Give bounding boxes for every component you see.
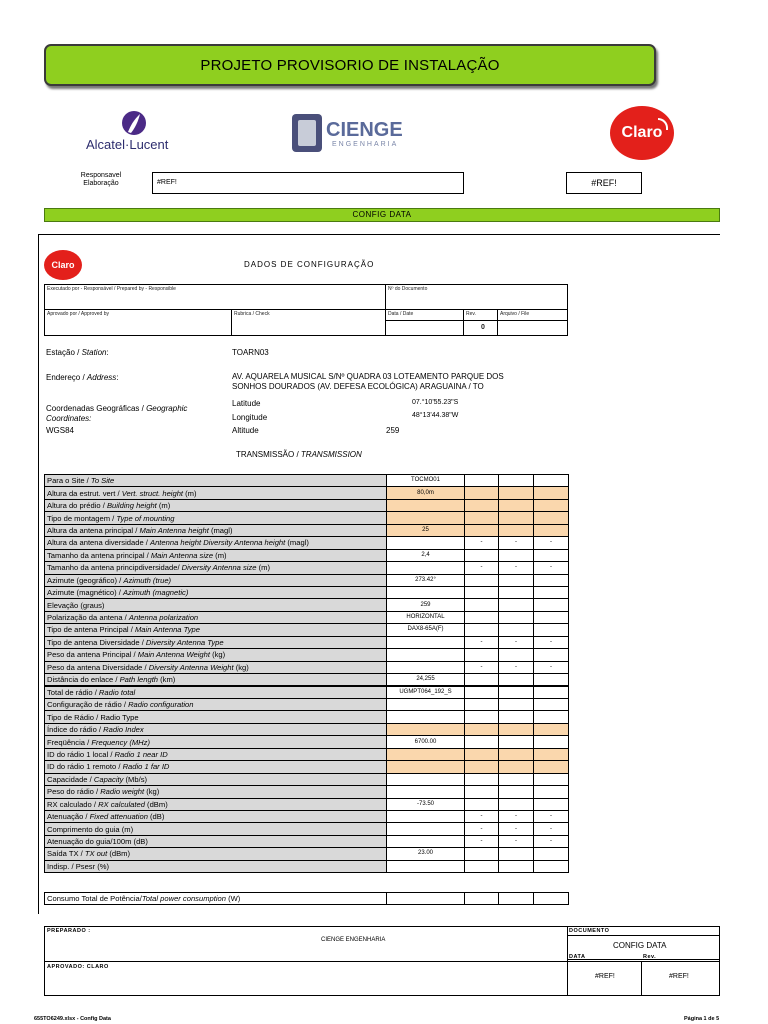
footer-divider bbox=[45, 961, 719, 962]
longitude-value: 48°13'44.38"W bbox=[412, 412, 459, 419]
table-row bbox=[45, 810, 569, 822]
row-value bbox=[387, 773, 465, 785]
row-extra-cell bbox=[499, 798, 534, 810]
footer-divider bbox=[641, 961, 642, 995]
document-info-table bbox=[44, 284, 568, 336]
row-value bbox=[387, 562, 465, 574]
latitude-value: 07.°10'55.23"S bbox=[412, 399, 459, 406]
row-extra-cell bbox=[534, 475, 569, 487]
power-label: Consumo Total de Potência/Total power consumption (W) bbox=[45, 893, 387, 905]
cienge-logo-subtext: ENGENHARIA bbox=[332, 141, 399, 148]
row-value bbox=[387, 748, 465, 760]
row-extra-cell bbox=[465, 475, 499, 487]
row-value: 2,4 bbox=[387, 549, 465, 561]
row-value: 23.00 bbox=[387, 848, 465, 860]
table-row bbox=[45, 761, 569, 773]
row-extra-cell bbox=[534, 574, 569, 586]
table-row bbox=[45, 611, 569, 623]
table-row bbox=[45, 860, 569, 872]
row-extra-cell bbox=[465, 723, 499, 735]
row-value bbox=[387, 761, 465, 773]
table-row bbox=[45, 736, 569, 748]
row-extra-cell bbox=[465, 574, 499, 586]
documento-label: DOCUMENTO bbox=[569, 928, 610, 934]
row-extra-cell bbox=[534, 499, 569, 511]
row-extra-cell bbox=[534, 773, 569, 785]
row-label: Comprimento do guia (m) bbox=[45, 823, 387, 835]
altitude-value: 259 bbox=[386, 426, 400, 435]
table-row bbox=[45, 748, 569, 760]
row-extra-cell: - bbox=[499, 835, 534, 847]
row-extra-cell bbox=[465, 487, 499, 499]
preparado-label: PREPARADO : bbox=[47, 928, 91, 934]
table-row bbox=[45, 636, 569, 648]
row-value bbox=[387, 711, 465, 723]
page-title: PROJETO PROVISORIO DE INSTALAÇÃO bbox=[44, 44, 656, 86]
row-extra-cell: - bbox=[465, 636, 499, 648]
row-extra-cell: - bbox=[499, 810, 534, 822]
responsavel-label: Responsavel Elaboração bbox=[80, 172, 122, 187]
row-label: Distância do enlace / Path length (km) bbox=[45, 674, 387, 687]
row-label: Capacidade / Capacity (Mb/s) bbox=[45, 773, 387, 785]
row-extra-cell bbox=[499, 736, 534, 748]
row-label: Tipo de antena Diversidade / Diversity Antenna Type bbox=[45, 636, 387, 648]
row-extra-cell bbox=[465, 649, 499, 661]
row-extra-cell bbox=[534, 512, 569, 524]
rev-value: 0 bbox=[481, 324, 485, 331]
table-row bbox=[45, 649, 569, 661]
row-extra-cell bbox=[534, 586, 569, 598]
row-extra-cell: - bbox=[499, 661, 534, 673]
table-row bbox=[45, 674, 569, 687]
row-extra-cell: - bbox=[465, 810, 499, 822]
row-extra-cell: - bbox=[534, 537, 569, 549]
alcatel-lucent-logo bbox=[86, 110, 196, 152]
row-extra-cell: - bbox=[534, 810, 569, 822]
row-label: Índice do rádio / Radio Index bbox=[45, 723, 387, 735]
table-row bbox=[45, 524, 569, 536]
row-extra-cell bbox=[534, 736, 569, 748]
preparado-value: CIENGE ENGENHARIA bbox=[321, 937, 386, 943]
row-extra-cell bbox=[534, 711, 569, 723]
row-extra-cell bbox=[499, 487, 534, 499]
row-extra-cell: - bbox=[534, 636, 569, 648]
row-value: 80,0m bbox=[387, 487, 465, 499]
row-value bbox=[387, 860, 465, 872]
row-extra-cell bbox=[499, 512, 534, 524]
row-label: Saída TX / TX out (dBm) bbox=[45, 848, 387, 860]
row-extra-cell bbox=[499, 524, 534, 536]
row-extra-cell bbox=[465, 512, 499, 524]
row-extra-cell bbox=[465, 848, 499, 860]
row-extra-cell: - bbox=[465, 823, 499, 835]
row-extra-cell bbox=[499, 624, 534, 636]
claro-logo bbox=[610, 106, 674, 160]
row-extra-cell bbox=[534, 761, 569, 773]
row-extra-cell bbox=[499, 786, 534, 798]
row-label: Tamanho da antena principdiversidade/ Diversity Antenna size (m) bbox=[45, 562, 387, 574]
section-bar: CONFIG DATA bbox=[44, 208, 720, 222]
data-footer-value: #REF! bbox=[595, 973, 615, 980]
row-extra-cell bbox=[465, 499, 499, 511]
row-extra-cell bbox=[499, 699, 534, 711]
row-label: Peso do rádio / Radio weight (kg) bbox=[45, 786, 387, 798]
file-name: 655TO6249.xlsx - Config Data bbox=[34, 1016, 111, 1022]
row-label: Configuração de rádio / Radio configuration bbox=[45, 699, 387, 711]
footer-block bbox=[44, 926, 720, 996]
row-label: Altura do prédio / Building height (m) bbox=[45, 499, 387, 511]
row-value bbox=[387, 835, 465, 847]
row-label: Altura da antena diversidade / Antenna height Diversity Antenna height (magl) bbox=[45, 537, 387, 549]
row-extra-cell bbox=[534, 549, 569, 561]
row-label: Freqüência / Frequency (MHz) bbox=[45, 736, 387, 748]
table-row bbox=[45, 574, 569, 586]
table-row bbox=[45, 711, 569, 723]
table-row bbox=[45, 823, 569, 835]
row-extra-cell bbox=[499, 748, 534, 760]
row-value bbox=[387, 499, 465, 511]
ref-field: #REF! bbox=[566, 172, 642, 194]
aprovado-label: Aprovado por / Approved by bbox=[47, 311, 109, 317]
table-row bbox=[45, 686, 569, 699]
responsavel-field: #REF! bbox=[152, 172, 464, 194]
row-label: Peso da antena Diversidade / Diversity Antenna Weight (kg) bbox=[45, 661, 387, 673]
alcatel-lucent-text: Alcatel·Lucent bbox=[86, 137, 169, 152]
row-value bbox=[387, 537, 465, 549]
row-extra-cell bbox=[534, 674, 569, 687]
row-value: UGMPT064_192_S bbox=[387, 686, 465, 699]
row-extra-cell bbox=[499, 475, 534, 487]
table-row bbox=[45, 835, 569, 847]
row-value: 24,255 bbox=[387, 674, 465, 687]
row-label: Azimute (geográfico) / Azimuth (true) bbox=[45, 574, 387, 586]
cienge-logo bbox=[290, 110, 440, 156]
row-extra-cell: - bbox=[534, 562, 569, 574]
row-label: Altura da antena principal / Main Antenna height (magl) bbox=[45, 524, 387, 536]
row-value: 273.42° bbox=[387, 574, 465, 586]
row-extra-cell bbox=[465, 624, 499, 636]
power-table bbox=[44, 892, 569, 905]
row-extra-cell bbox=[465, 686, 499, 699]
documento-value: CONFIG DATA bbox=[613, 941, 667, 950]
row-value: 25 bbox=[387, 524, 465, 536]
row-extra-cell bbox=[534, 723, 569, 735]
cienge-logo-text: CIENGE bbox=[326, 119, 403, 141]
latitude-label: Latitude bbox=[232, 399, 261, 408]
row-value: 259 bbox=[387, 599, 465, 611]
row-label: Total de rádio / Radio total bbox=[45, 686, 387, 699]
row-extra-cell bbox=[534, 599, 569, 611]
row-label: Tipo de antena Principal / Main Antenna Type bbox=[45, 624, 387, 636]
page-number: Página 1 de 5 bbox=[684, 1016, 720, 1022]
row-extra-cell bbox=[534, 699, 569, 711]
row-value: 6700.00 bbox=[387, 736, 465, 748]
row-value bbox=[387, 699, 465, 711]
row-label: Tamanho da antena principal / Main Antenna size (m) bbox=[45, 549, 387, 561]
row-extra-cell bbox=[465, 549, 499, 561]
row-value bbox=[387, 512, 465, 524]
row-extra-cell bbox=[534, 487, 569, 499]
row-extra-cell: - bbox=[499, 562, 534, 574]
table-row bbox=[45, 549, 569, 561]
row-extra-cell bbox=[499, 549, 534, 561]
row-label: Para o Site / To Site bbox=[45, 475, 387, 487]
alcatel-lucent-swirl-icon bbox=[118, 110, 150, 136]
table-row bbox=[45, 499, 569, 511]
table-row bbox=[45, 475, 569, 487]
row-extra-cell bbox=[499, 773, 534, 785]
row-extra-cell bbox=[534, 686, 569, 699]
rev-footer-value: #REF! bbox=[669, 973, 689, 980]
row-value bbox=[387, 810, 465, 822]
row-extra-cell bbox=[465, 586, 499, 598]
row-extra-cell: - bbox=[534, 823, 569, 835]
row-extra-cell bbox=[465, 860, 499, 872]
executado-label: Executado por - Responsável / Prepared by - Responsible bbox=[47, 286, 176, 292]
row-extra-cell bbox=[499, 499, 534, 511]
row-extra-cell bbox=[465, 736, 499, 748]
row-label: Tipo de montagem / Type of mounting bbox=[45, 512, 387, 524]
row-label: RX calculado / RX calculated (dBm) bbox=[45, 798, 387, 810]
row-extra-cell: - bbox=[465, 537, 499, 549]
claro-logo-text: Claro bbox=[621, 124, 663, 141]
table-row bbox=[45, 537, 569, 549]
table-row bbox=[45, 798, 569, 810]
station-value: TOARN03 bbox=[232, 348, 269, 357]
row-value: TOCMO01 bbox=[387, 475, 465, 487]
row-extra-cell: - bbox=[465, 562, 499, 574]
row-extra-cell bbox=[499, 674, 534, 687]
row-extra-cell: - bbox=[499, 823, 534, 835]
table-row bbox=[45, 586, 569, 598]
row-value bbox=[387, 636, 465, 648]
table-row bbox=[45, 848, 569, 860]
table-divider bbox=[45, 309, 567, 310]
longitude-label: Longitude bbox=[232, 413, 268, 422]
table-row bbox=[45, 562, 569, 574]
station-label: Estação / Station: bbox=[46, 348, 109, 357]
row-value: -73.50 bbox=[387, 798, 465, 810]
row-label: Tipo de Rádio / Radio Type bbox=[45, 711, 387, 723]
row-extra-cell bbox=[534, 848, 569, 860]
row-value: HORIZONTAL bbox=[387, 611, 465, 623]
row-extra-cell bbox=[499, 761, 534, 773]
row-extra-cell: - bbox=[534, 661, 569, 673]
row-extra-cell bbox=[534, 611, 569, 623]
row-extra-cell bbox=[499, 860, 534, 872]
table-row bbox=[45, 512, 569, 524]
rev-footer-label: Rev. bbox=[643, 954, 657, 960]
documento-number-label: Nº do Documento bbox=[388, 286, 428, 292]
table-row bbox=[45, 599, 569, 611]
row-extra-cell bbox=[465, 524, 499, 536]
row-extra-cell bbox=[499, 723, 534, 735]
table-row bbox=[45, 893, 569, 905]
coords-label: Coordenadas Geográficas / Geographic Coordinates: bbox=[46, 404, 188, 423]
row-extra-cell bbox=[499, 599, 534, 611]
address-label: Endereço / Address: bbox=[46, 373, 119, 382]
table-row bbox=[45, 699, 569, 711]
transmission-title: TRANSMISSÃO / TRANSMISSION bbox=[236, 450, 362, 459]
transmission-table bbox=[44, 474, 569, 873]
row-extra-cell bbox=[534, 524, 569, 536]
row-value bbox=[387, 649, 465, 661]
address-line-1: AV. AQUARELA MUSICAL S/Nº QUADRA 03 LOTEAMENTO PARQUE DOS bbox=[232, 372, 504, 381]
row-extra-cell bbox=[534, 860, 569, 872]
row-label: Altura da estrut. vert / Vert. struct. height (m) bbox=[45, 487, 387, 499]
row-value: DAX8-65A(F) bbox=[387, 624, 465, 636]
row-extra-cell bbox=[465, 674, 499, 687]
row-extra-cell bbox=[465, 761, 499, 773]
table-row bbox=[45, 723, 569, 735]
row-value bbox=[387, 786, 465, 798]
data-label: Data / Date bbox=[388, 311, 414, 317]
row-extra-cell: - bbox=[465, 835, 499, 847]
row-extra-cell bbox=[534, 798, 569, 810]
row-label: Indisp. / Psesr (%) bbox=[45, 860, 387, 872]
footer-divider bbox=[567, 935, 719, 936]
rev-label: Rev. bbox=[466, 311, 476, 317]
row-value bbox=[387, 823, 465, 835]
row-label: Polarização da antena / Antenna polarization bbox=[45, 611, 387, 623]
row-extra-cell bbox=[534, 748, 569, 760]
row-label: Peso da antena Principal / Main Antenna Weight (kg) bbox=[45, 649, 387, 661]
table-divider bbox=[385, 320, 567, 321]
row-extra-cell: - bbox=[534, 835, 569, 847]
sheet-title: DADOS DE CONFIGURAÇÃO bbox=[244, 260, 375, 269]
row-extra-cell bbox=[465, 611, 499, 623]
row-extra-cell bbox=[499, 711, 534, 723]
wgs-label: WGS84 bbox=[46, 426, 75, 435]
frame-divider bbox=[38, 234, 720, 235]
row-label: Azimute (magnético) / Azimuth (magnetic) bbox=[45, 586, 387, 598]
row-extra-cell bbox=[499, 611, 534, 623]
row-label: Atenuação / Fixed attenuation (dB) bbox=[45, 810, 387, 822]
row-extra-cell bbox=[465, 748, 499, 760]
row-extra-cell: - bbox=[499, 636, 534, 648]
row-extra-cell bbox=[465, 699, 499, 711]
table-row bbox=[45, 786, 569, 798]
address-line-2: SONHOS DOURADOS (AV. DEFESA ECOLÓGICA) ARAGUAINA / TO bbox=[232, 382, 484, 391]
row-extra-cell bbox=[534, 624, 569, 636]
frame-divider bbox=[38, 234, 39, 914]
arquivo-label: Arquivo / File bbox=[500, 311, 530, 317]
row-extra-cell: - bbox=[499, 537, 534, 549]
altitude-label: Altitude bbox=[232, 426, 259, 435]
aprovado-footer-label: APROVADO: CLARO bbox=[47, 964, 109, 970]
table-row bbox=[45, 773, 569, 785]
table-row bbox=[45, 624, 569, 636]
row-extra-cell bbox=[465, 711, 499, 723]
row-value bbox=[387, 586, 465, 598]
row-extra-cell bbox=[465, 599, 499, 611]
row-extra-cell bbox=[534, 786, 569, 798]
row-value bbox=[387, 723, 465, 735]
claro-rays-icon bbox=[658, 118, 668, 130]
row-extra-cell bbox=[465, 773, 499, 785]
claro-small-logo: Claro bbox=[44, 250, 82, 280]
row-label: ID do rádio 1 remoto / Radio 1 far ID bbox=[45, 761, 387, 773]
table-row bbox=[45, 661, 569, 673]
row-extra-cell bbox=[465, 798, 499, 810]
row-extra-cell bbox=[534, 649, 569, 661]
row-extra-cell bbox=[499, 649, 534, 661]
rubrica-label: Rubrica / Check bbox=[234, 311, 270, 317]
row-extra-cell bbox=[499, 574, 534, 586]
data-footer-label: DATA bbox=[569, 954, 586, 960]
row-value bbox=[387, 661, 465, 673]
row-label: Atenuação do guia/100m (dB) bbox=[45, 835, 387, 847]
table-row bbox=[45, 487, 569, 499]
row-label: ID do rádio 1 local / Radio 1 near ID bbox=[45, 748, 387, 760]
row-extra-cell: - bbox=[465, 661, 499, 673]
row-label: Elevação (graus) bbox=[45, 599, 387, 611]
row-extra-cell bbox=[499, 848, 534, 860]
power-value bbox=[387, 893, 465, 905]
row-extra-cell bbox=[465, 786, 499, 798]
row-extra-cell bbox=[499, 586, 534, 598]
row-extra-cell bbox=[499, 686, 534, 699]
